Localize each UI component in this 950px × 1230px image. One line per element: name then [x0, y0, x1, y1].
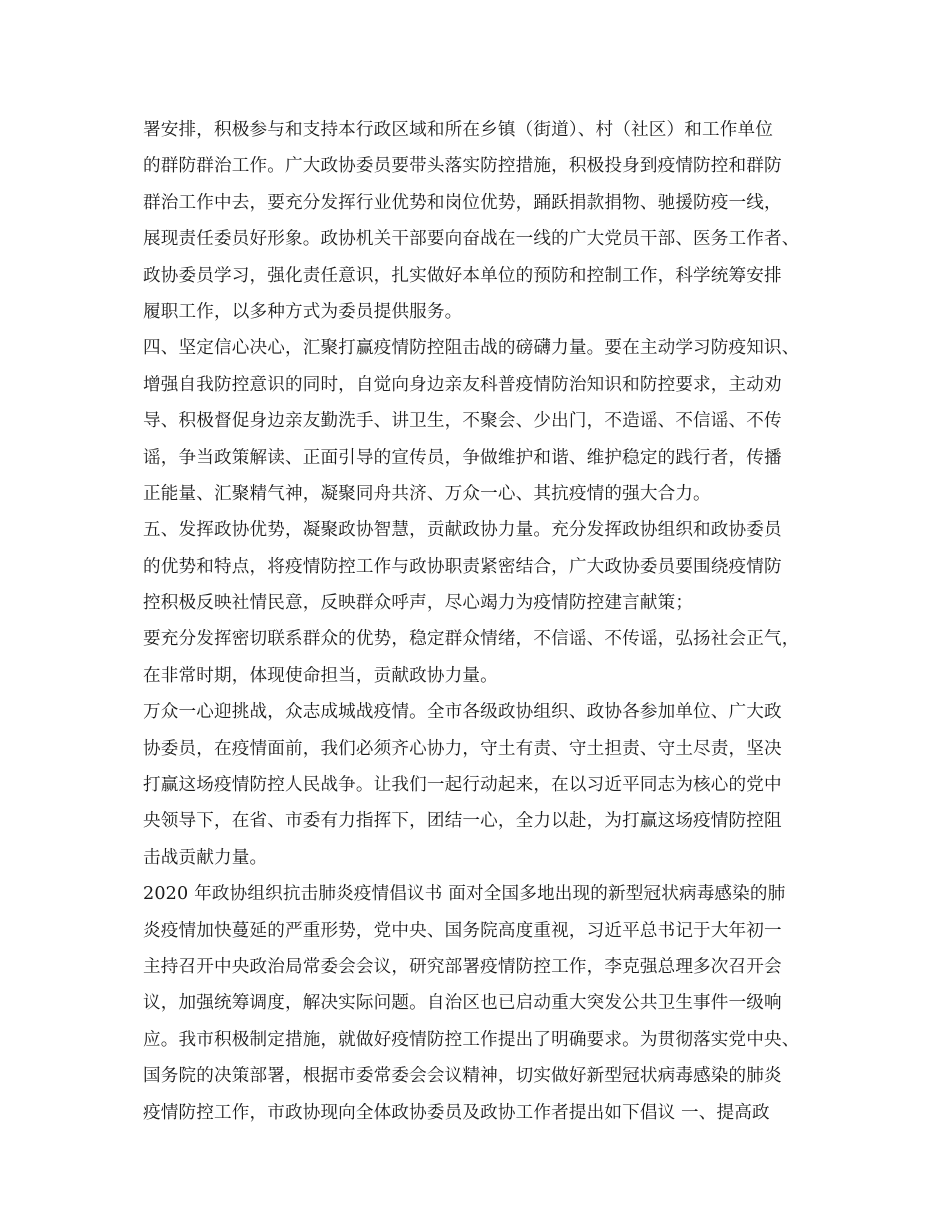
text-line: 履职工作，以多种方式为委员提供服务。 [143, 301, 463, 322]
text-line: 署安排，积极参与和支持本行政区域和所在乡镇（街道）、村（社区）和工作单位 [143, 120, 773, 140]
text-line: 主持召开中央政治局常委会会议，研究部署疫情防控工作，李克强总理多次召开会 [143, 956, 782, 977]
text-line: 导、积极督促身边亲友勤洗手、讲卫生，不聚会、少出门，不造谣、不信谣、不传 [143, 411, 782, 432]
text-line: 央领导下，在省、市委有力指挥下，团结一心，全力以赴，为打赢这场疫情防控阻 [143, 811, 782, 832]
document-body [143, 112, 843, 1131]
text-line: 应。我市积极制定措施，就做好疫情防控工作提出了明确要求。为贯彻落实党中央、 [143, 1029, 800, 1050]
text-line: 2020 年政协组织抗击肺炎疫情倡议书 面对全国多地出现的新型冠状病毒感染的肺 [143, 884, 786, 905]
text-line: 炎疫情加快蔓延的严重形势，党中央、国务院高度重视，习近平总书记于大年初一 [143, 920, 782, 941]
text-line: 的优势和特点，将疫情防控工作与政协职责紧密结合，广大政协委员要围绕疫情防 [143, 556, 782, 577]
text-line: 协委员，在疫情面前，我们必须齐心协力，守土有责、守土担责、守土尽责，坚决 [143, 738, 782, 759]
text-line: 群治工作中去，要充分发挥行业优势和岗位优势，踊跃捐款捐物、驰援防疫一线， [143, 192, 782, 213]
text-line: 议，加强统筹调度，解决实际问题。自治区也已启动重大突发公共卫生事件一级响 [143, 993, 782, 1014]
text-line: 增强自我防控意识的同时，自觉向身边亲友科普疫情防治知识和防控要求，主动劝 [143, 374, 782, 395]
text-line: 击战贡献力量。 [143, 847, 268, 868]
text-line: 四、坚定信心决心，汇聚打赢疫情防控阻击战的磅礴力量。要在主动学习防疫知识、 [143, 338, 800, 359]
text-line: 万众一心迎挑战，众志成城战疫情。全市各级政协组织、政协各参加单位、广大政 [143, 702, 782, 723]
text-line: 五、发挥政协优势，凝聚政协智慧，贡献政协力量。充分发挥政协组织和政协委员 [143, 520, 782, 541]
text-line: 的群防群治工作。广大政协委员要带头落实防控措施，积极投身到疫情防控和群防 [143, 156, 782, 177]
text-line: 正能量、汇聚精气神，凝聚同舟共济、万众一心、其抗疫情的强大合力。 [143, 483, 711, 504]
text-line: 展现责任委员好形象。政协机关干部要向奋战在一线的广大党员干部、医务工作者、 [143, 229, 800, 250]
text-line: 疫情防控工作，市政协现向全体政协委员及政协工作者提出如下倡议 一、提高政 [143, 1102, 770, 1123]
text-line: 要充分发挥密切联系群众的优势，稳定群众情绪，不信谣、不传谣，弘扬社会正气， [143, 629, 800, 650]
text-line: 打赢这场疫情防控人民战争。让我们一起行动起来，在以习近平同志为核心的党中 [143, 775, 782, 796]
text-line: 谣，争当政策解读、正面引导的宣传员，争做维护和谐、维护稳定的践行者，传播 [143, 447, 782, 468]
text-line: 在非常时期，体现使命担当，贡献政协力量。 [143, 665, 498, 686]
text-line: 国务院的决策部署，根据市委常委会会议精神，切实做好新型冠状病毒感染的肺炎 [143, 1066, 782, 1087]
text-line: 控积极反映社情民意，反映群众呼声，尽心竭力为疫情防控建言献策； [143, 593, 694, 614]
text-line: 政协委员学习，强化责任意识，扎实做好本单位的预防和控制工作，科学统筹安排 [143, 265, 782, 286]
